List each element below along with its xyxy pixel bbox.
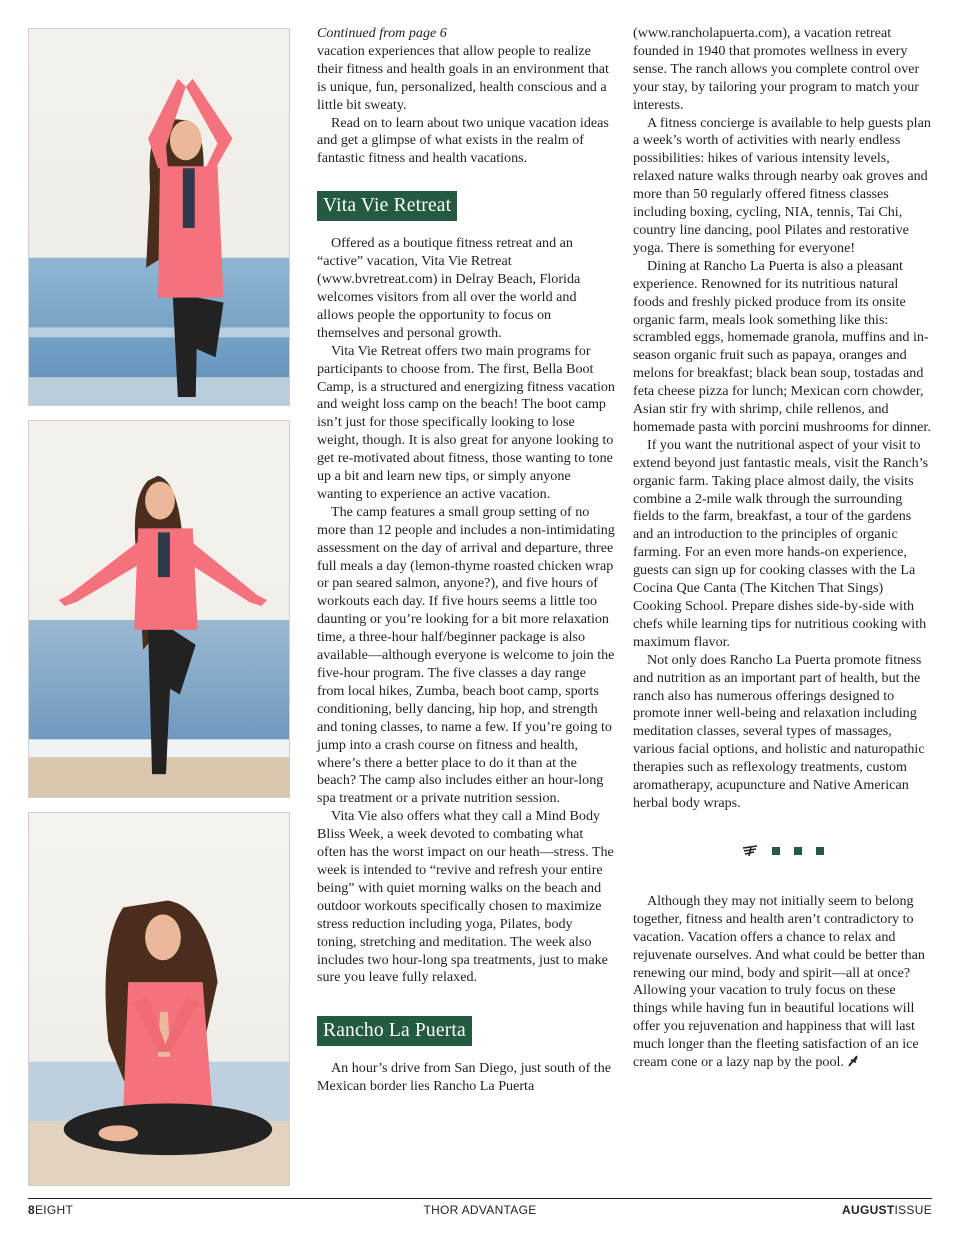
thor-hammer-icon <box>742 845 758 857</box>
conclusion-text: Although they may not initially seem to belong together, fitness and health aren’t contradictory to vacation. Vacation offers a chance to relax and rejuvenate ourselves. And what could be better than renewing our mind, body and spirit—all at once? Allowing your vacation to truly focus on these things while having fun in beautiful locations will offer you rejuvenation and happiness that will last much longer than the fleeting satisfaction of an ice cream cone or a lazy nap by the pool. <box>633 892 925 1071</box>
paragraph: Not only does Rancho La Puerta promote fitness and nutrition as an important part of health, but the ranch also has numerous offerings designed to promote inner well-being and relaxation including meditation classes, several types of massages, various facial options, and holistic and naturopathic therapies such as reflexology treatments, custom aromatherapy, acupuncture and Native American herbal body wraps. <box>633 651 925 811</box>
paragraph: Offered as a boutique fitness retreat and an “active” vacation, Vita Vie Retreat (www.bvretreat.com) in Delray Beach, Florida welcomes visitors from all over the world and allows people the opportunity to focus on themselves and personal growth. <box>317 235 581 341</box>
divider-square-icon <box>772 847 780 855</box>
section-heading-rancho-la-puerta: Rancho La Puerta <box>317 1016 472 1046</box>
section-divider <box>633 841 933 861</box>
photo-yoga-tree-pose-arms-out <box>28 420 290 798</box>
paragraph: Vita Vie Retreat offers two main programs for participants to choose from. The first, Bella Boot Camp, is a structured and energizing fitness vacation and weight loss camp on the beach! The boot camp isn’t just for those specifically looking to lose weight, though. It is also great for anyone looking to get re-motivated about fitness, those wanting to tone up a bit and learn new tips, or simply anyone wanting to experience an active vacation. <box>317 342 615 502</box>
page-number-digit: 8 <box>28 1203 35 1217</box>
paragraph: An hour’s drive from San Diego, just south of the Mexican border lies Rancho La Puerta <box>317 1060 612 1095</box>
paragraph: Read on to learn about two unique vacation ideas and get a glimpse of what exists in the realm of fantastic fitness and health vacations. <box>317 114 609 167</box>
photo-illustration <box>29 813 289 1185</box>
paragraph: Dining at Rancho La Puerta is also a pleasant experience. Renowned for its nutritious natural foods and freshly picked produce from its onsite organic farm, meals look something like this: scrambled eggs, homemade granola, muffins and in-season organic fruit such as papaya, oranges and melons for breakfast; black bean soup, tostadas and feta cheese pizza for lunch; Mexican corn chowder, Asian stir fry with shrimp, chile rellenos, and homemade pasta with porcini mushrooms for dinner. <box>633 257 931 435</box>
page-number-word: EIGHT <box>34 1203 74 1217</box>
article-column-right <box>633 25 933 1072</box>
photo-yoga-tree-pose-arms-up <box>28 28 290 406</box>
page-footer <box>28 1198 932 1223</box>
paragraph: If you want the nutritional aspect of your visit to extend beyond just fantastic meals, visit the Ranch’s organic farm. Taking place almost daily, the visits combine a 2-mile walk through the surrounding fields to the farm, breakfast, a tour of the gardens and an introduction to the principles of organic farming. For an even more hands-on experience, guests can sign up for cooking classes with the La Cocina Que Canta (The Kitchen That Sings) Cooking School. Prepare dishes side-by-side with chefs while learning tips for nutritious cooking with maximum flavor. <box>633 436 929 650</box>
photo-illustration <box>29 421 289 797</box>
article-column-middle <box>317 25 615 1096</box>
divider-square-icon <box>794 847 802 855</box>
issue-month: AUGUST <box>842 1203 895 1217</box>
issue-word: ISSUE <box>894 1203 932 1217</box>
paragraph: (www.rancholapuerta.com), a vacation retreat founded in 1940 that promotes wellness in every sense. The ranch allows you complete control over your stay, by tailoring your program to match your interests. <box>633 25 920 113</box>
end-mark-icon <box>847 1055 859 1067</box>
section-heading-vita-vie: Vita Vie Retreat <box>317 191 457 221</box>
continued-note: Continued from page 6 <box>317 25 447 41</box>
paragraph: vacation experiences that allow people to realize their fitness and health goals in an environment that is unique, fun, personalized, health conscious and a little bit sweaty. <box>317 42 609 113</box>
photo-yoga-seated-meditation <box>28 812 290 1186</box>
divider-square-icon <box>816 847 824 855</box>
paragraph-conclusion <box>633 893 933 1072</box>
issue-label <box>842 1203 932 1217</box>
photo-illustration <box>29 29 289 405</box>
publication-name: THOR ADVANTAGE <box>423 1203 537 1217</box>
paragraph: Vita Vie also offers what they call a Mind Body Bliss Week, a week devoted to combating what often has the worst impact on our heath—stress. The week is intended to “revive and refresh your entire being” with quiet morning walks on the beach and outdoor workouts specifically chosen to maximize stress reduction including yoga, Pilates, body toning, stretching and meditation. The week also includes two hour-long spa treatments, just to make sure you leave fully relaxed. <box>317 808 614 986</box>
paragraph: A fitness concierge is available to help guests plan a week’s worth of activities with nearly endless possibilities: hikes of various intensity levels, relaxed nature walks through nearby oak groves and more than 50 regularly offered fitness classes including boxing, cycling, NIA, tennis, Tai Chi, country line dancing, pool Pilates and restorative yoga. There is something for everyone! <box>633 114 931 256</box>
paragraph: The camp features a small group setting of no more than 12 people and includes a non-intimidating assessment on the day of arrival and departure, three full meals a day (lemon-thyme roasted chicken wrap or pan seared salmon, anyone?), and five hours of workouts each day. If five hours seems a little too daunting or you’re looking for a bit more relaxation time, a three-hour half/beginner package is also available—although everyone is welcome to join the five-hour program. The five classes a day range from local hikes, Zumba, beach boot camp, sports conditioning, belly dancing, hip hop, and strength and toning classes, to name a few. If you’re going to jump into a crash course on fitness and health, where’s there a better place to do it than at the beach? The camp also includes either an hour-long spa treatment or a private nutrition session. <box>317 503 615 807</box>
